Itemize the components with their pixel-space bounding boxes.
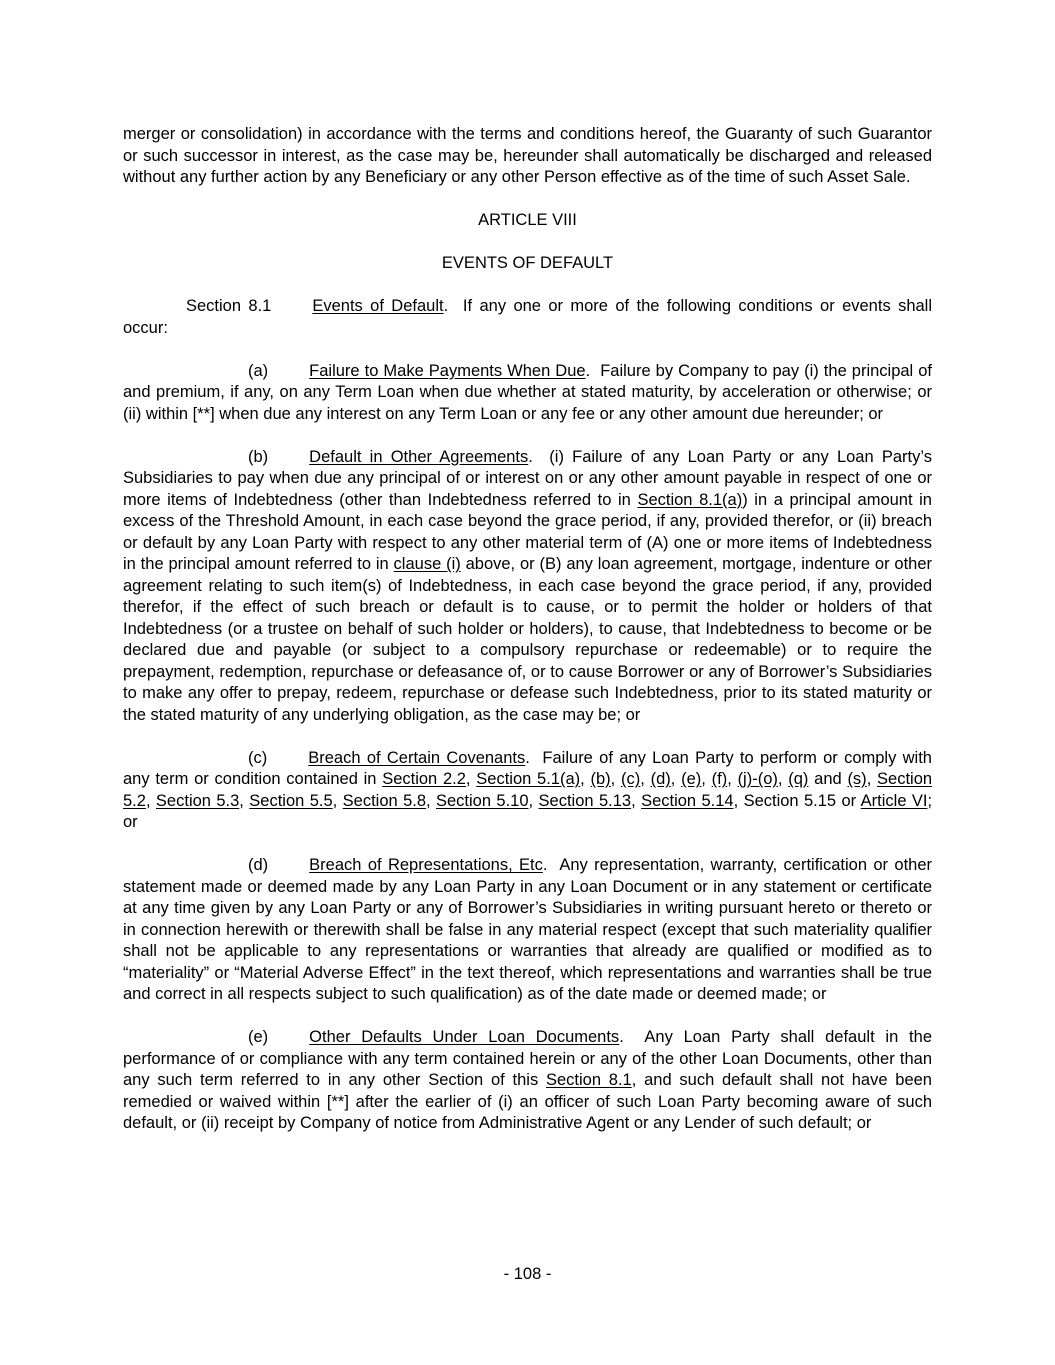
underlined-text: Section 5.10 xyxy=(436,791,529,810)
text-run: (d) xyxy=(248,856,269,874)
underlined-text: (c) xyxy=(621,770,641,788)
text-run: . Failure of any Loan Party to perform or comply with any term or condition contained in xyxy=(123,748,932,788)
underlined-text: Other Defaults Under Loan Documents xyxy=(309,1028,620,1046)
text-run: , xyxy=(701,770,712,788)
text-run: (a) xyxy=(248,361,269,380)
article-title-heading: EVENTS OF DEFAULT xyxy=(441,254,614,272)
underlined-text: (q) xyxy=(788,770,809,788)
underlined-text: Section 2.2 xyxy=(382,770,466,788)
text-run: , xyxy=(610,770,622,788)
underlined-text: (b) xyxy=(590,770,611,788)
underlined-text: Events of Default xyxy=(312,297,444,315)
clause-c-paragraph xyxy=(123,748,932,834)
clause-a-paragraph xyxy=(123,361,932,426)
underlined-text: (d) xyxy=(650,770,671,788)
text-run: (b) xyxy=(248,447,269,466)
underlined-text: clause (i) xyxy=(393,555,461,573)
text-run: , xyxy=(640,770,651,788)
underlined-text: Breach of Representations, Etc xyxy=(309,856,543,874)
underlined-text: Section 8.1 xyxy=(545,1071,632,1089)
underlined-text: (e) xyxy=(681,770,702,788)
underlined-text: Section 5.3 xyxy=(155,791,240,810)
underlined-text: Section 5.1(a) xyxy=(476,770,581,788)
text-run: , and such default shall not have been remedied or waived within [**] after the earlier of (i) an officer of such Loan Party becoming aware of such default, or (ii) receipt by Company of notice from Administrative Agent or any Lender of such default; or xyxy=(123,1071,932,1132)
text-run: , xyxy=(426,791,436,810)
text-run: , xyxy=(777,770,789,788)
underlined-text: Failure to Make Payments When Due xyxy=(309,361,586,380)
text-run: , xyxy=(631,791,642,810)
underlined-text: Section 5.13 xyxy=(538,791,632,810)
text-run: , xyxy=(465,770,477,788)
text-run: , xyxy=(332,791,343,810)
text-run: Section 8.1 xyxy=(186,297,272,315)
clause-e-paragraph xyxy=(123,1027,932,1135)
text-run: , xyxy=(670,770,682,788)
underlined-text: Section 5.8 xyxy=(342,791,427,810)
text-run: and xyxy=(808,770,848,788)
clause-b-paragraph xyxy=(123,447,932,727)
underlined-text: Breach of Certain Covenants xyxy=(308,748,526,767)
text-run: , xyxy=(727,770,738,788)
text-run: . (i) Failure of any Loan Party or any Loan Party’s Subsidiaries to pay when due any principal of or interest on or any other amount payable in respect of one or more items of Indebtedness (other than Indebtedness referred to in xyxy=(123,447,932,509)
text-run: , xyxy=(528,791,539,810)
text-run: . Any representation, warranty, certification or other statement made or deemed made by any Loan Party in any Loan Document or in any statement or certificate at any time given by any Loan Party or any of Borrower’s Subsidiaries in writing pursuant hereto or thereto or in connection herewith or therewith shall be false in any material respect (except that such materiality qualifier shall not be applicable to any representations or warranties that already are qualified or modified as to “materiality” or “Material Adverse Effect” in the text thereof, which representations and warranties shall be true and correct in all respects subject to such qualification) as of the date made or deemed made; or xyxy=(123,856,933,1003)
text-run: above, or (B) any loan agreement, mortgage, indenture or other agreement relating to such item(s) of Indebtedness, in each case beyond the grace period, if any, provided therefor, if the effect of such breach or default is to cause, or to permit the holder or holders of that Indebtedness (or a trustee on behalf of such holder or holders), to cause, that Indebtedness to become or be declared due and payable (or subject to a compulsory repurchase or redeemable) or to require the prepayment, redemption, repurchase or defeasance of, or to cause Borrower or any of Borrower’s Subsidiaries to make any offer to prepay, redeem, repurchase or defease such Indebtedness, prior to its stated maturity or the stated maturity of any underlying obligation, as the case may be; or xyxy=(123,555,933,724)
article-heading: ARTICLE VIII xyxy=(478,211,577,229)
text-run: . If any one or more of the following conditions or events shall occur: xyxy=(123,297,933,337)
text-run: . Any Loan Party shall default in the performance of or compliance with any term contained herein or any of the other Loan Documents, other than any such term referred to in any other Section of this xyxy=(123,1028,932,1089)
underlined-text: (j)-(o) xyxy=(737,770,778,788)
text-run: merger or consolidation) in accordance with the terms and conditions hereof, the Guaranty of such Guarantor or such successor in interest, as the case may be, hereunder shall automatically be discharged and released without any further action by any Beneficiary or any other Person effective as of the time of such Asset Sale. xyxy=(123,125,932,186)
text-run: , xyxy=(239,791,250,810)
text-run: , xyxy=(866,770,878,788)
text-run: Section 5.15 or xyxy=(738,791,861,810)
underlined-text: Section 5.5 xyxy=(249,791,333,810)
text-run: (e) xyxy=(248,1028,269,1046)
underlined-text: (s) xyxy=(847,770,867,788)
underlined-text: Section 5.2 xyxy=(123,770,933,810)
underlined-text: (f) xyxy=(711,770,728,788)
clause-d-paragraph xyxy=(123,855,932,1006)
text-run: , xyxy=(145,791,156,810)
underlined-text: Default in Other Agreements xyxy=(309,447,529,466)
document-body xyxy=(123,124,932,1135)
underlined-text: Section 5.14, xyxy=(641,791,739,810)
text-run: ; or xyxy=(123,791,933,831)
text-run: , xyxy=(580,770,591,788)
underlined-text: Article VI xyxy=(860,791,928,810)
section-8-1-paragraph xyxy=(123,296,932,339)
text-run: . Failure by Company to pay (i) the principal of and premium, if any, on any Term Loan when due whether at stated maturity, by acceleration or otherwise; or (ii) within [**] when due any interest on any Term Loan or any fee or any other amount due hereunder; or xyxy=(123,361,932,423)
underlined-text: Section 8.1(a) xyxy=(637,490,743,509)
text-run: ) in a principal amount in excess of the Threshold Amount, in each case beyond the grace period, if any, provided therefor, or (ii) breach or default by any Loan Party with respect to any other material term of (A) one or more items of Indebtedness in the principal amount referred to in xyxy=(123,490,932,573)
continuation-paragraph xyxy=(123,124,932,189)
page-footer: - 108 - xyxy=(503,1264,552,1283)
text-run: (c) xyxy=(248,748,268,767)
